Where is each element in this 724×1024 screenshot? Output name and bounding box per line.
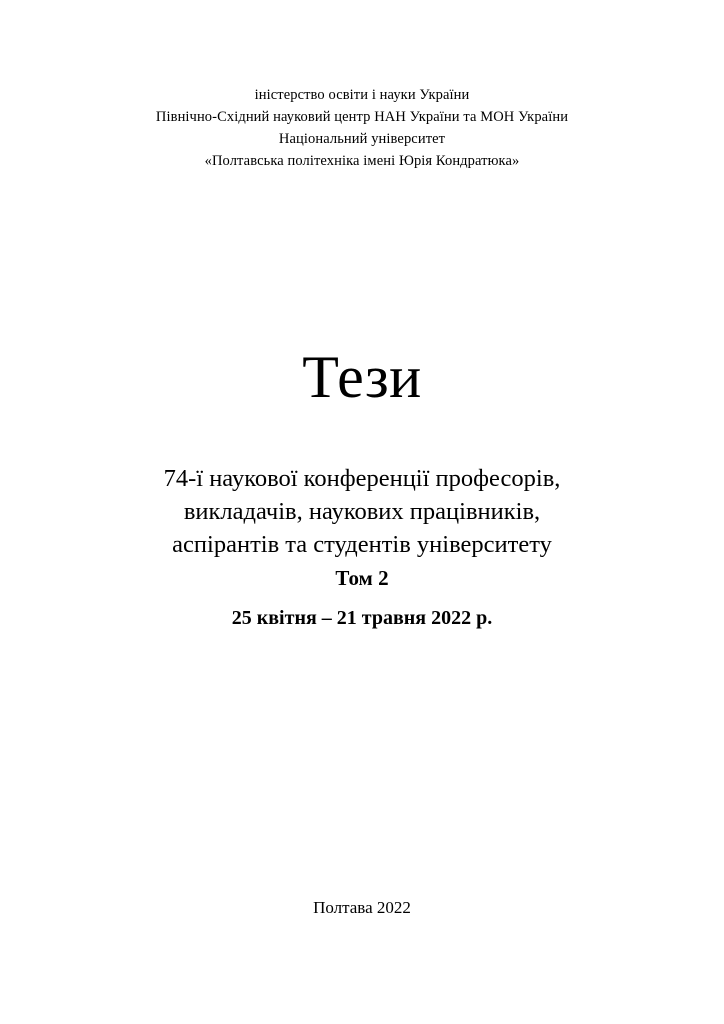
imprint-footer: Полтава 2022 — [313, 898, 411, 917]
volume-label: Том 2 — [335, 566, 389, 590]
header-line-ministry: іністерство освіти і науки України — [254, 87, 470, 103]
date-range: 25 квітня – 21 травня 2022 р. — [231, 607, 493, 629]
conference-subtitle — [0, 462, 724, 594]
publisher-header — [0, 84, 724, 172]
header-line-research-center: Північно-Східний науковий центр НАН України та МОН України — [155, 109, 569, 125]
subtitle-line-1: 74-ї наукової конференції професорів, — [163, 465, 561, 492]
header-line-university-name: «Полтавська політехніка імені Юрія Кондратюка» — [204, 153, 520, 169]
subtitle-line-2: викладачів, наукових працівників, — [183, 498, 541, 525]
header-line-university: Національний університет — [278, 131, 446, 147]
subtitle-line-3: аспірантів та студентів університету — [172, 531, 552, 558]
page-title: Тези — [302, 344, 422, 410]
